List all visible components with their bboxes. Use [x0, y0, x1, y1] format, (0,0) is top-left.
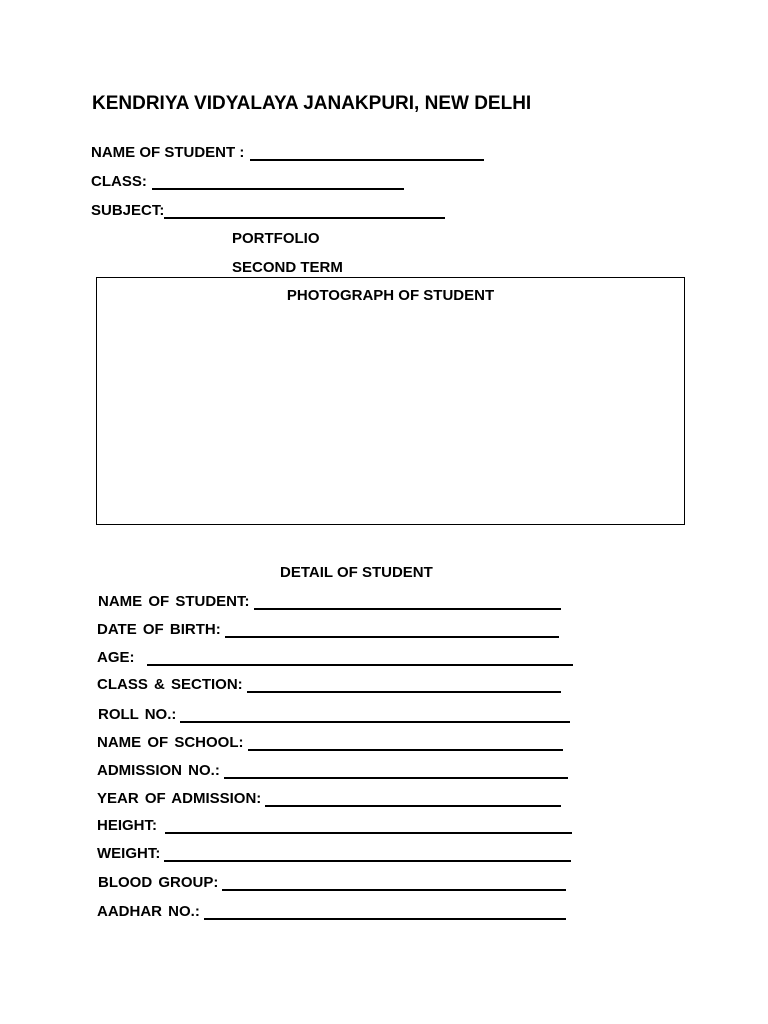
detail-label-dob: DATE OF BIRTH: [97, 621, 221, 638]
detail-label-class-section: CLASS & SECTION: [97, 676, 243, 693]
header-name-field[interactable] [250, 145, 484, 161]
detail-row-roll [98, 706, 570, 723]
detail-field-dob[interactable] [225, 622, 559, 638]
photo-box[interactable] [96, 277, 685, 525]
header-class-field[interactable] [152, 174, 404, 190]
detail-label-blood-group: BLOOD GROUP: [98, 874, 219, 891]
detail-field-roll[interactable] [180, 707, 570, 723]
header-subject-label: SUBJECT: [91, 202, 165, 219]
detail-field-aadhar[interactable] [204, 904, 566, 920]
header-subject-field[interactable] [164, 203, 445, 219]
header-name-label: NAME OF STUDENT : [91, 144, 245, 161]
detail-label-aadhar: AADHAR NO.: [97, 903, 200, 920]
photo-label: PHOTOGRAPH OF STUDENT [286, 287, 495, 304]
detail-field-height[interactable] [165, 818, 572, 834]
detail-label-admission-year: YEAR OF ADMISSION: [97, 790, 262, 807]
detail-row-class-section [97, 676, 561, 693]
detail-row-blood-group [98, 874, 566, 891]
header-subject-row [91, 202, 445, 219]
detail-field-blood-group[interactable] [222, 875, 566, 891]
detail-row-dob [97, 621, 559, 638]
header-name-row [91, 144, 484, 161]
detail-field-class-section[interactable] [247, 677, 561, 693]
term-label: SECOND TERM [232, 259, 343, 276]
detail-label-name: NAME OF STUDENT: [98, 593, 250, 610]
header-class-label: CLASS: [91, 173, 147, 190]
detail-heading: DETAIL OF STUDENT [280, 564, 433, 581]
detail-label-age: AGE: [97, 649, 135, 666]
detail-row-aadhar [97, 903, 566, 920]
detail-label-weight: WEIGHT: [97, 845, 161, 862]
detail-field-name[interactable] [254, 594, 561, 610]
detail-label-roll: ROLL NO.: [98, 706, 177, 723]
detail-field-admission-year[interactable] [265, 791, 561, 807]
detail-field-weight[interactable] [164, 846, 571, 862]
detail-field-admission-no[interactable] [224, 763, 568, 779]
detail-row-school [97, 734, 563, 751]
detail-row-height [97, 817, 572, 834]
detail-row-admission-year [97, 790, 561, 807]
detail-row-admission-no [97, 762, 568, 779]
detail-row-age [97, 649, 573, 666]
portfolio-label: PORTFOLIO [232, 230, 320, 247]
detail-field-school[interactable] [248, 735, 563, 751]
school-title: KENDRIYA VIDYALAYA JANAKPURI, NEW DELHI [92, 93, 532, 114]
detail-label-height: HEIGHT: [97, 817, 157, 834]
detail-label-admission-no: ADMISSION NO.: [97, 762, 220, 779]
detail-row-name [98, 593, 561, 610]
detail-label-school: NAME OF SCHOOL: [97, 734, 244, 751]
detail-row-weight [97, 845, 571, 862]
header-class-row [91, 173, 404, 190]
detail-field-age[interactable] [147, 650, 573, 666]
